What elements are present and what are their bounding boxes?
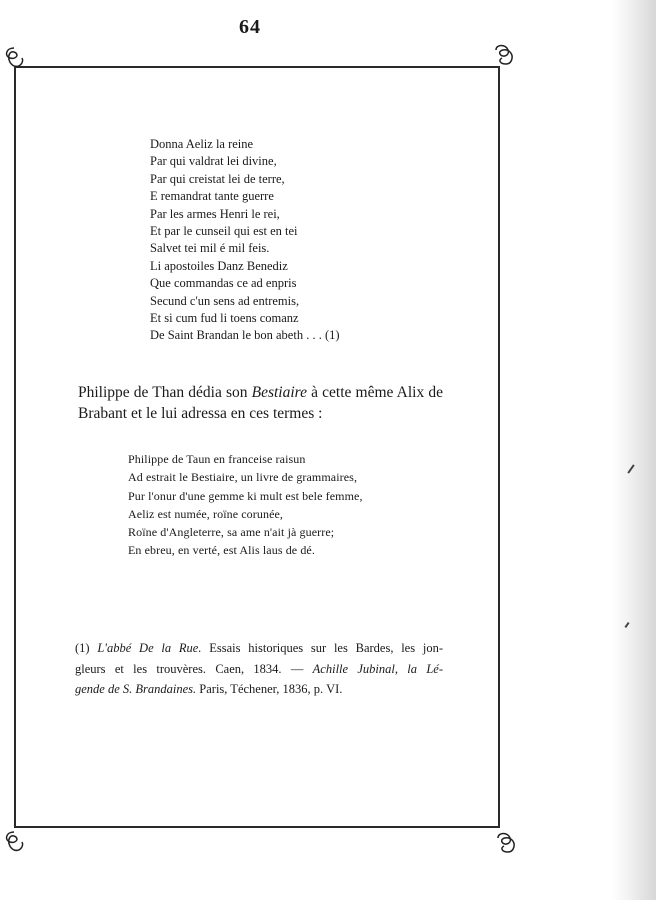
corner-ornament-icon [490, 42, 518, 70]
footnote-title: gende de S. Brandaines. [75, 682, 197, 696]
verse-line: Li apostoiles Danz Benediz [150, 258, 288, 273]
verse-line: En ebreu, en verté, est Alis laus de dé. [128, 543, 315, 558]
verse-line: Par les armes Henri le rei, [150, 206, 280, 221]
prose-text: à cette même Alix de [307, 384, 443, 401]
prose-line: Brabant et le lui adressa en ces termes : [78, 405, 323, 422]
verse-line: Aeliz est numée, roïne corunée, [128, 506, 284, 521]
frame-bottom-rule [14, 826, 500, 828]
verse-line: Et par le cunseil qui est en tei [150, 224, 298, 239]
corner-ornament-icon [0, 828, 28, 856]
book-title: Bestiaire [251, 384, 308, 401]
prose-paragraph [78, 382, 443, 424]
footnote-line [75, 679, 443, 700]
verse-line: Secund c'un sens ad entremis, [150, 293, 300, 308]
footnote-line [75, 659, 443, 680]
verse-line: De Saint Brandan le bon abeth . . . (1) [150, 328, 340, 343]
footnote-author: L'abbé De la Rue. [97, 641, 202, 655]
prose-text: Philippe de Than dédia son [78, 384, 252, 401]
corner-ornament-icon [0, 44, 28, 72]
corner-ornament-icon [492, 830, 520, 858]
verse-line: Pur l'onur d'une gemme ki mult est bele femme, [128, 488, 363, 503]
verse-line: Salvet tei mil é mil feis. [150, 241, 270, 256]
verse-line: Que commandas ce ad enpris [150, 276, 297, 291]
verse-line: Philippe de Taun en franceise raisun [128, 452, 306, 466]
frame-top-rule [14, 66, 500, 68]
footnote-author: Achille Jubinal, la Lé- [312, 661, 443, 676]
verse-line: Et si cum fud li toens comanz [150, 311, 299, 326]
footnote-text: Paris, Téchener, 1836, p. VI. [196, 682, 343, 696]
frame-left-rule [14, 66, 16, 828]
footnote-text: Essais historiques sur les Bardes, les jon- [201, 641, 444, 655]
verse-line: Roïne d'Angleterre, sa ame n'ait jà guerre; [128, 525, 335, 540]
page-edge-shadow [612, 0, 656, 900]
prose-line [78, 382, 443, 403]
verse-line: Donna Aeliz la reine [150, 137, 254, 151]
frame-right-rule [498, 66, 500, 828]
verse-line: Par qui creistat lei de terre, [150, 171, 285, 186]
verse-block-aeliz [150, 136, 340, 345]
footnote-marker: (1) [75, 641, 98, 655]
page-number: 64 [239, 16, 261, 38]
verse-line: Par qui valdrat lei divine, [150, 154, 277, 169]
verse-block-bestiaire [128, 450, 363, 560]
verse-line: Ad estrait le Bestiaire, un livre de grammaires, [128, 470, 358, 485]
verse-line: E remandrat tante guerre [150, 189, 274, 204]
footnote [75, 638, 443, 700]
footnote-text: gleurs et les trouvères. Caen, 1834. — [75, 661, 313, 676]
footnote-line [75, 638, 443, 659]
